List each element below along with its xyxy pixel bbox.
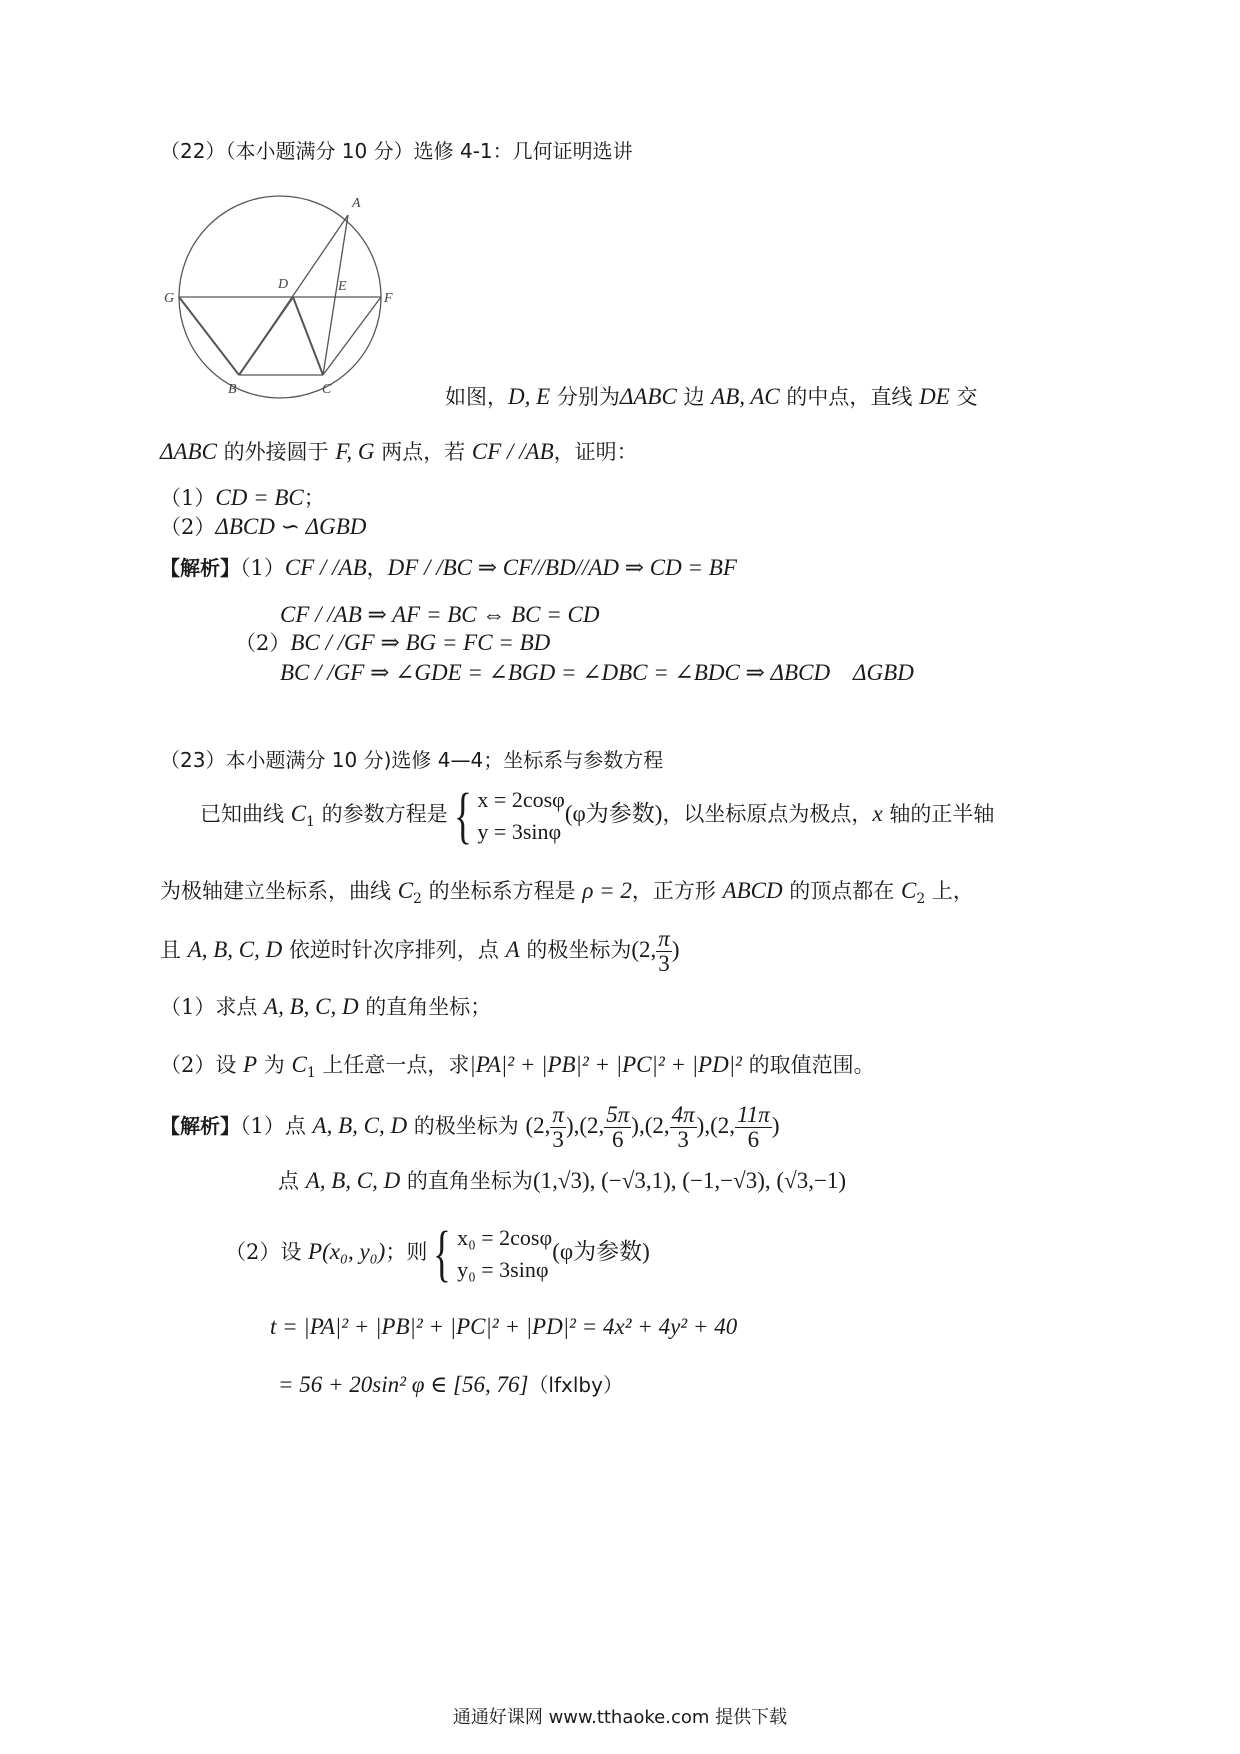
segment-DC — [293, 297, 323, 375]
q22-part2: （2）ΔBCD ∽ ΔGBD — [160, 514, 367, 539]
q22-solution-1: 【解析】（1）CF / /AB，DF / /BC ⇒ CF//BD//AD ⇒ CD = BF — [160, 555, 737, 580]
label-C: C — [322, 382, 332, 397]
label-F: F — [384, 291, 393, 306]
label-D: D — [278, 277, 289, 292]
q22-solution-2: （2）BC / /GF ⇒ BG = FC = BD — [235, 630, 551, 655]
label-B: B — [228, 382, 237, 397]
q22-header: （22）（本小题满分 10 分）选修 4-1：几何证明选讲 — [160, 139, 633, 163]
footer-source: 通通好课网 www.tthaoke.com 提供下载 — [452, 1707, 788, 1728]
q22-part1: （1）CD = BC； — [160, 485, 325, 510]
q23-header: （23）本小题满分 10 分)选修 4—4；坐标系与参数方程 — [160, 748, 664, 772]
q23-intro-line3: 且 A, B, C, D 依逆时针次序排列，点 A 的极坐标为(2, $\frac{\pi}{3}$ ) — [160, 925, 680, 976]
q23-solution-1: 【解析】（1）点 A, B, C, D 的极坐标为 (2, $\frac{\pi}{3}$ ),(2, $\frac{5\pi}{6}$ ),(2, $\frac{4\pi}{3}$ ),(2, $\frac{11\pi}{6}$ ) — [160, 1101, 780, 1152]
q23-solution-2c: = 56 + 20sin² φ ∈ [56, 76]（lfxlby） — [278, 1372, 623, 1397]
segment-AC — [323, 215, 348, 375]
segment-GB — [179, 297, 239, 375]
segment-DB — [239, 297, 293, 375]
circle-figure — [158, 185, 398, 400]
q22-solution-2b: BC / /GF ⇒ ∠GDE = ∠BGD = ∠DBC = ∠BDC ⇒ ΔBCD ΔGBD — [280, 660, 914, 685]
q23-intro: 已知曲线 $C_1$ 的参数方程是{ x = 2cosφ y = 3sinφ (φ为参数)，以坐标原点为极点，x 轴的正半轴 — [200, 781, 995, 850]
q23-intro-line2: 为极轴建立坐标系，曲线 $C_2$ 的坐标系方程是 ρ = 2，正方形 ABCD 的顶点都在 $C_2$ 上， — [160, 878, 974, 908]
q23-solution-1b: 点 A, B, C, D 的直角坐标为(1,√3), (−√3,1), (−1,−√3), (√3,−1) — [278, 1168, 847, 1193]
q23-part1: （1）求点 A, B, C, D 的直角坐标； — [160, 994, 492, 1019]
label-E: E — [338, 279, 347, 294]
label-A: A — [352, 196, 361, 211]
q23-part2: （2）设 P 为 $C_1$ 上任意一点，求|PA|² + |PB|² + |PC|² + |PD|² 的取值范围。 — [160, 1052, 875, 1082]
label-G: G — [164, 291, 175, 306]
q23-solution-2b: t = |PA|² + |PB|² + |PC|² + |PD|² = 4x² + 4y² + 40 — [270, 1314, 738, 1339]
q22-intro-line2: ΔABC 的外接圆于 F, G 两点，若 CF / /AB，证明： — [160, 439, 638, 464]
q22-solution-1b: CF / /AB ⇒ AF = BC ⇔ BC = CD — [280, 602, 600, 627]
q22-intro: 如图，D, E 分别为ΔABC 边 AB, AC 的中点，直线 DE 交 — [445, 384, 978, 409]
segment-CF — [323, 297, 381, 375]
q23-solution-2: （2）设 P(x₀, y₀)；则{ x₀ = 2cosφ y₀ = 3sinφ (φ为参数) — [225, 1219, 650, 1288]
